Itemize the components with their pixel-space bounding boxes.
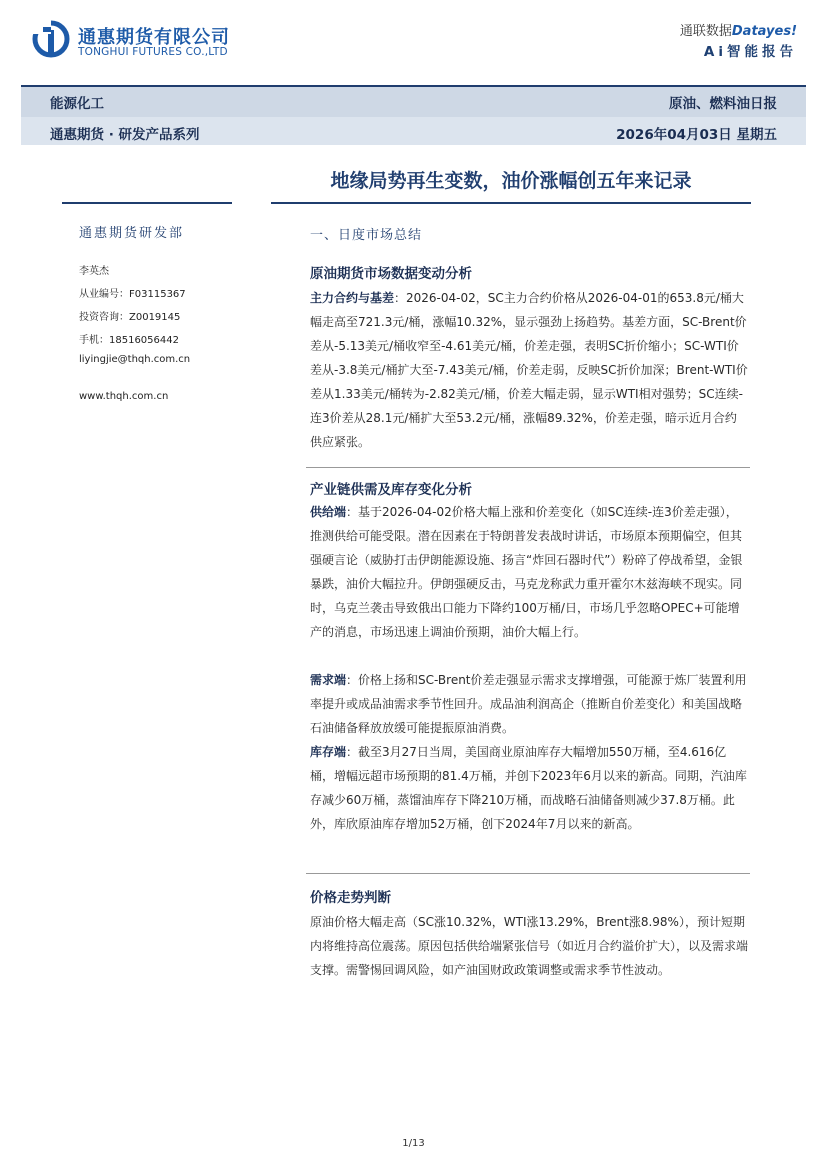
company-logo-icon (32, 20, 70, 58)
report-type: 原油、燃料油日报 (669, 96, 777, 112)
analyst-email[interactable]: liyingjie@thqh.com.cn (79, 354, 191, 365)
analyst-license: 从业编号：F03115367 (79, 289, 186, 300)
label-inventory: 库存端 (310, 745, 347, 759)
section-divider (306, 873, 750, 874)
datayes-prefix: 通联数据 (679, 24, 732, 39)
subsection-title-market: 原油期货市场数据变动分析 (310, 266, 472, 282)
text-inventory: ：截至3月27日当周，美国商业原油库存大幅增加550万桶，至4.616亿桶，增幅远超市场预期的81.4万桶，并创下2023年6月以来的新高。同期，汽油库存减少60万桶，蒸馏油库存下降210万桶，而战略石油储备则减少37.8万桶。此外，库欣原油库存增加52万桶，创下2024年7月以来的新高。 (310, 745, 747, 831)
text-demand: ：价格上扬和SC-Brent价差走强显示需求支撑增强，可能源于炼厂装置利用率提升或成品油需求季节性回升。成品油利润高企（推断自价差变化）和美国战略石油储备释放放缓可能提振原油消费。 (310, 673, 747, 735)
research-dept: 通惠期货研发部 (79, 226, 185, 241)
analyst-phone: 手机：18516056442 (79, 335, 179, 346)
page-title: 地缘局势再生变数，油价涨幅创五年来记录 (330, 170, 692, 192)
sidebar-rule (62, 202, 232, 204)
datayes-brand (680, 20, 797, 39)
subsection-title-supply-chain: 产业链供需及库存变化分析 (310, 482, 472, 498)
analyst-name: 李英杰 (79, 266, 109, 277)
datayes-name: Datayes! (731, 24, 797, 39)
paragraph-price-outlook: 原油价格大幅走高（SC涨10.32%，WTI涨13.29%，Brent涨8.98%），预计短期内将维持高位震荡。原因包括供给端紧张信号（如近月合约溢价扩大），以及需求端支撑。需警惕回调风险，如产油国财政政策调整或需求季节性波动。 (310, 915, 749, 977)
section-heading: 一、日度市场总结 (310, 228, 423, 243)
label-main-contract: 主力合约与基差 (310, 291, 395, 305)
report-date: 2026年04月03日 星期五 (616, 127, 777, 143)
text-supply: ：基于2026-04-02价格大幅上涨和价差变化（如SC连续-连3价差走强），推测供给可能受限。潜在因素在于特朗普发表战时讲话，市场原本预期偏空，但其强硬言论（威胁打击伊朗能源设施、扬言“炸回石器时代”）粉碎了停战希望，金银暴跌，油价大幅拉升。伊朗强硬反击，马克龙称武力重开霍尔木兹海峡不现实。同时，乌克兰袭击导致俄出口能力下降约100万桶/日，市场几乎忽略OPEC+可能增产的消息，市场迅速上调油价预期，油价大幅上行。 (310, 505, 743, 639)
page-number: 1/13 (402, 1138, 425, 1149)
company-name-cn: 通惠期货有限公司 (78, 27, 230, 48)
label-supply: 供给端 (310, 505, 347, 519)
section-divider (306, 467, 750, 468)
paragraph-supply (310, 500, 748, 644)
report-series: 通惠期货 · 研发产品系列 (50, 127, 200, 143)
paragraph-main-contract (310, 286, 748, 454)
analyst-consult-id: 投资咨询：Z0019145 (79, 312, 181, 323)
paragraph-inventory (310, 740, 748, 836)
text-main-contract: ：2026-04-02，SC主力合约价格从2026-04-01的653.8元/桶大幅走高至721.3元/桶，涨幅10.32%，显示强劲上扬趋势。基差方面，SC-Brent价差从-5.13美元/桶收窄至-4.61美元/桶，价差走强，表明SC折价缩小；SC-WTI价差从-3.8美元/桶扩大至-7.43美元/桶，价差走弱，反映SC折价加深；Brent-WTI价差从1.33美元/桶转为-2.82美元/桶，价差大幅走弱，显示WTI相对强势；SC连续-连3价差从28.1元/桶扩大至53.2元/桶，涨幅89.32%，价差走强，暗示近月合约供应紧张。 (310, 291, 748, 449)
company-name-en: TONGHUI FUTURES CO.,LTD (78, 46, 228, 58)
paragraph-demand (310, 668, 748, 740)
subsection-title-price-outlook: 价格走势判断 (310, 890, 391, 906)
company-website[interactable]: www.thqh.com.cn (79, 391, 169, 402)
title-rule (271, 202, 751, 204)
label-demand: 需求端 (310, 673, 347, 687)
ai-report-label: Ai智能报告 (703, 44, 797, 60)
report-category: 能源化工 (50, 96, 104, 112)
